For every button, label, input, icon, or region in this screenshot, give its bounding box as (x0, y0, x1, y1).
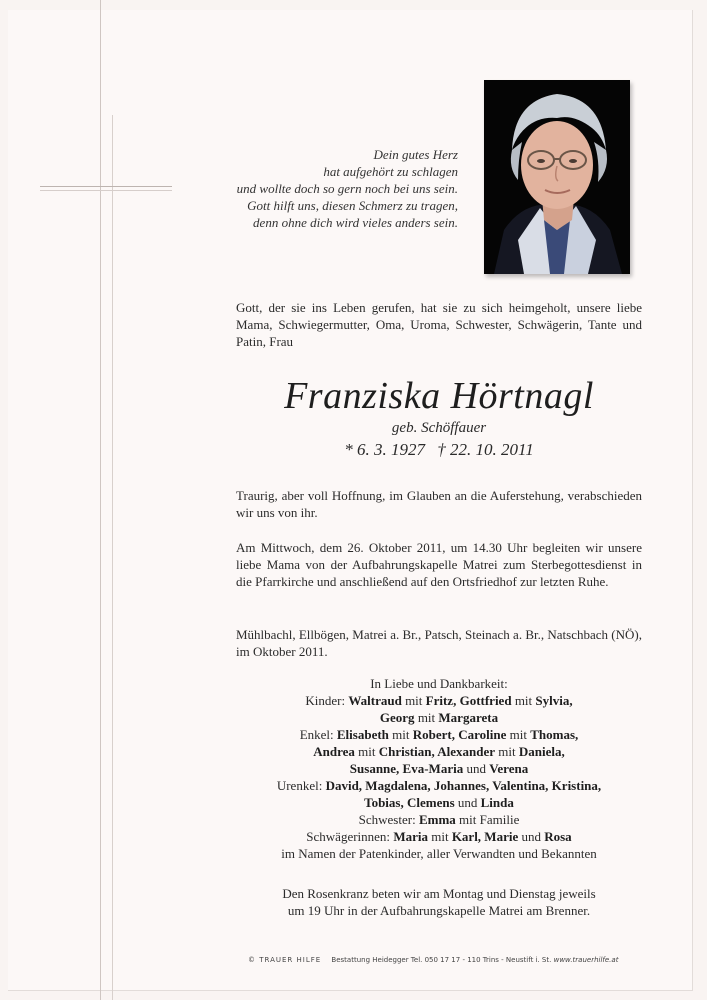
deceased-name: Franziska Hörtnagl (284, 375, 594, 417)
mourner-text: und (454, 795, 481, 810)
cross-vertical-line-inner (112, 115, 113, 1000)
mourners-list (226, 675, 652, 862)
funeral-details-paragraph: Am Mittwoch, dem 26. Oktober 2011, um 14.30 Uhr begleiten wir unsere liebe Mama von der Aufbahrungskapelle Matrei zum Sterbegottesdienst in die Pfarrkirche und anschließend auf den Ortsfriedhof zur letzten Ruhe. (236, 540, 642, 589)
portrait-image (484, 80, 630, 274)
mourner-name: Maria (393, 829, 428, 844)
mourner-name: Elisabeth (336, 727, 389, 742)
mourner-text: im Namen der Patenkinder, aller Verwandten und Bekannten (281, 846, 597, 861)
mourner-name: Waltraud (348, 693, 402, 708)
mourner-text: mit (401, 693, 426, 708)
farewell-paragraph: Traurig, aber voll Hoffnung, im Glauben an die Auferstehung, verabschieden wir uns von ihr. (236, 488, 642, 520)
mourner-name: Verena (489, 761, 529, 776)
footer-website-link[interactable]: www.trauerhilfe.at (553, 956, 619, 964)
mourner-text: mit (414, 710, 439, 725)
mourner-text: mit (354, 744, 379, 759)
footer-info: Bestattung Heidegger Tel. 050 17 17 - 110 Trins - Neustift i. St. (331, 956, 552, 964)
mourner-text: mit (506, 727, 531, 742)
cross-horizontal-line (40, 186, 172, 187)
mourner-line (226, 760, 652, 777)
mourner-name: Rosa (544, 829, 572, 844)
places-date-paragraph: Mühlbachl, Ellbögen, Matrei a. Br., Patsch, Steinach a. Br., Natschbach (NÖ), im Oktober 2011. (236, 627, 642, 659)
mourner-name: Susanne, Eva-Maria (349, 761, 464, 776)
mourner-name: David, Magdalena, Johannes, Valentina, Kristina, (325, 778, 602, 793)
mourner-name: Daniela, (518, 744, 565, 759)
mourner-line (226, 777, 652, 794)
cross-horizontal-line-inner (40, 190, 172, 191)
mourner-line (226, 709, 652, 726)
intro-text: Gott, der sie ins Leben gerufen, hat sie zu sich heimgeholt, unsere liebe Mama, Schwiegermutter, Oma, Uroma, Schwester, Schwägerin, Tante und Patin, Frau (236, 300, 642, 349)
mourner-line (226, 743, 652, 760)
mourner-name: Fritz, Gottfried (425, 693, 512, 708)
mourner-text: Schwester: (358, 812, 419, 827)
mourner-text: mit (388, 727, 413, 742)
mourner-text: mit (495, 744, 519, 759)
mourners-heading: In Liebe und Dankbarkeit: (370, 676, 508, 691)
poem (198, 146, 458, 231)
poem-line: denn ohne dich wird vieles anders sein. (253, 215, 458, 230)
birth-name: geb. Schöffauer (391, 420, 487, 436)
mourner-name: Christian, Alexander (378, 744, 496, 759)
mourner-text: Urenkel: (276, 778, 326, 793)
mourner-name: Tobias, Clemens (364, 795, 455, 810)
poem-line: Dein gutes Herz (373, 147, 458, 162)
mourner-name: Georg (379, 710, 415, 725)
poem-line: und wollte doch so gern noch bei uns sein. (236, 181, 458, 196)
footer (248, 956, 668, 964)
birth-date: * 6. 3. 1927 (344, 440, 425, 459)
mourner-name: Robert, Caroline (412, 727, 507, 742)
mourner-name: Emma (418, 812, 456, 827)
mourner-text: Enkel: (299, 727, 337, 742)
mourner-name: Linda (480, 795, 514, 810)
mourner-text: und (518, 829, 545, 844)
mourner-text: mit (427, 829, 452, 844)
rosary-line: Den Rosenkranz beten wir am Montag und Dienstag jeweils (282, 886, 596, 901)
mourner-text: Schwägerinnen: (306, 829, 394, 844)
mourner-text: Kinder: (305, 693, 349, 708)
mourner-name: Sylvia, (535, 693, 573, 708)
mourner-text: mit Familie (455, 812, 520, 827)
mourner-text: mit (511, 693, 536, 708)
mourner-name: Thomas, (530, 727, 579, 742)
mourner-line (226, 726, 652, 743)
cross-vertical-line (100, 0, 101, 1000)
rosary-notice (236, 885, 642, 919)
death-date: † 22. 10. 2011 (437, 440, 534, 459)
mourner-line (226, 794, 652, 811)
mourner-name: Karl, Marie (451, 829, 519, 844)
mourner-line (226, 692, 652, 709)
mourner-line (226, 811, 652, 828)
portrait-photo (484, 80, 630, 274)
life-dates (236, 440, 642, 460)
mourner-name: Andrea (313, 744, 355, 759)
rosary-line: um 19 Uhr in der Aufbahrungskapelle Matrei am Brenner. (287, 903, 591, 918)
mourner-name: Margareta (438, 710, 499, 725)
poem-line: Gott hilft uns, diesen Schmerz zu tragen, (247, 198, 458, 213)
mourner-line (226, 828, 652, 845)
poem-line: hat aufgehört zu schlagen (323, 164, 458, 179)
mourner-text: und (463, 761, 490, 776)
mourner-lines (226, 692, 652, 862)
mourner-line (226, 845, 652, 862)
footer-brand: © TRAUER HILFE (248, 956, 322, 964)
